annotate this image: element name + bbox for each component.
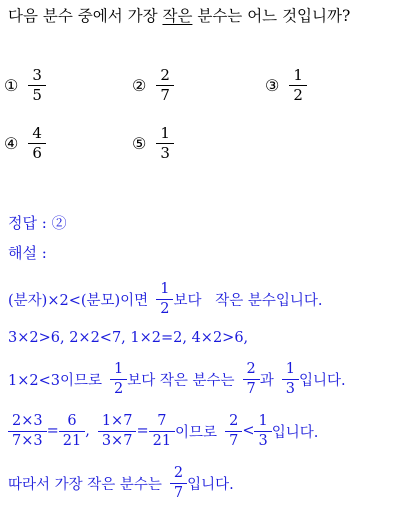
option-mark: ⑤ bbox=[132, 134, 147, 153]
option-fraction: $\frac{4}{6}$ bbox=[30, 126, 44, 161]
fraction: $\frac{1\times 7}{3\times 7}$ bbox=[100, 414, 135, 448]
option-mark: ④ bbox=[4, 134, 19, 153]
fraction: $\frac{6}{21}$ bbox=[61, 414, 83, 448]
option-5[interactable] bbox=[132, 126, 174, 161]
explanation-line-2: 3×2>6, 2×2<7, 1×2=2, 4×2>6, bbox=[8, 330, 249, 346]
option-fraction: $\frac{3}{5}$ bbox=[30, 68, 44, 103]
fraction: $\frac{1}{2}$ bbox=[158, 282, 171, 316]
explanation-line-3: 1×2<3이므로 $\frac{1}{2}$ 보다 작은 분수는 $\frac{2}{7}$ 과 $\frac{1}{3}$ 입니다. bbox=[8, 361, 346, 397]
option-1[interactable] bbox=[4, 68, 46, 103]
fraction: $\frac{2\times 3}{7\times 3}$ bbox=[10, 414, 45, 448]
fraction: $\frac{2}{7}$ bbox=[227, 414, 240, 448]
option-3[interactable] bbox=[265, 68, 307, 103]
answer-label: 정답 : ② bbox=[8, 214, 67, 232]
explanation-line-5: 따라서 가장 작은 분수는 $\frac{2}{7}$ 입니다. bbox=[8, 465, 234, 501]
explanation-line-1: (분자)×2<(분모)이면 $\frac{1}{2}$ 보다 작은 분수입니다. bbox=[8, 281, 323, 317]
fraction: $\frac{2}{7}$ bbox=[245, 362, 258, 396]
fraction: $\frac{2}{7}$ bbox=[172, 466, 185, 500]
fraction: $\frac{1}{3}$ bbox=[256, 414, 269, 448]
option-4[interactable] bbox=[4, 126, 46, 161]
option-2[interactable] bbox=[132, 68, 174, 103]
question-text: 다음 분수 중에서 가장 작은 분수는 어느 것입니까? bbox=[8, 7, 351, 25]
underlined-word: 작은 bbox=[162, 7, 193, 25]
fraction: $\frac{1}{2}$ bbox=[112, 362, 125, 396]
option-mark: ③ bbox=[265, 76, 280, 95]
fraction: $\frac{7}{21}$ bbox=[151, 414, 173, 448]
option-mark: ② bbox=[132, 76, 147, 95]
fraction: $\frac{1}{3}$ bbox=[284, 362, 297, 396]
explanation-heading: 해설 : bbox=[8, 244, 47, 262]
option-fraction: $\frac{2}{7}$ bbox=[158, 68, 172, 103]
option-fraction: $\frac{1}{3}$ bbox=[158, 126, 172, 161]
option-mark: ① bbox=[4, 76, 19, 95]
explanation-line-4: $\frac{2\times 3}{7\times 3}$ = $\frac{6}{21}$ , $\frac{1\times 7}{3\times 7}$ = $\frac{7}{21}$ 이므로 $\frac{2}{7}$ < $\frac{1}{3}$ 입니다. bbox=[8, 414, 318, 448]
option-fraction: $\frac{1}{2}$ bbox=[291, 68, 305, 103]
